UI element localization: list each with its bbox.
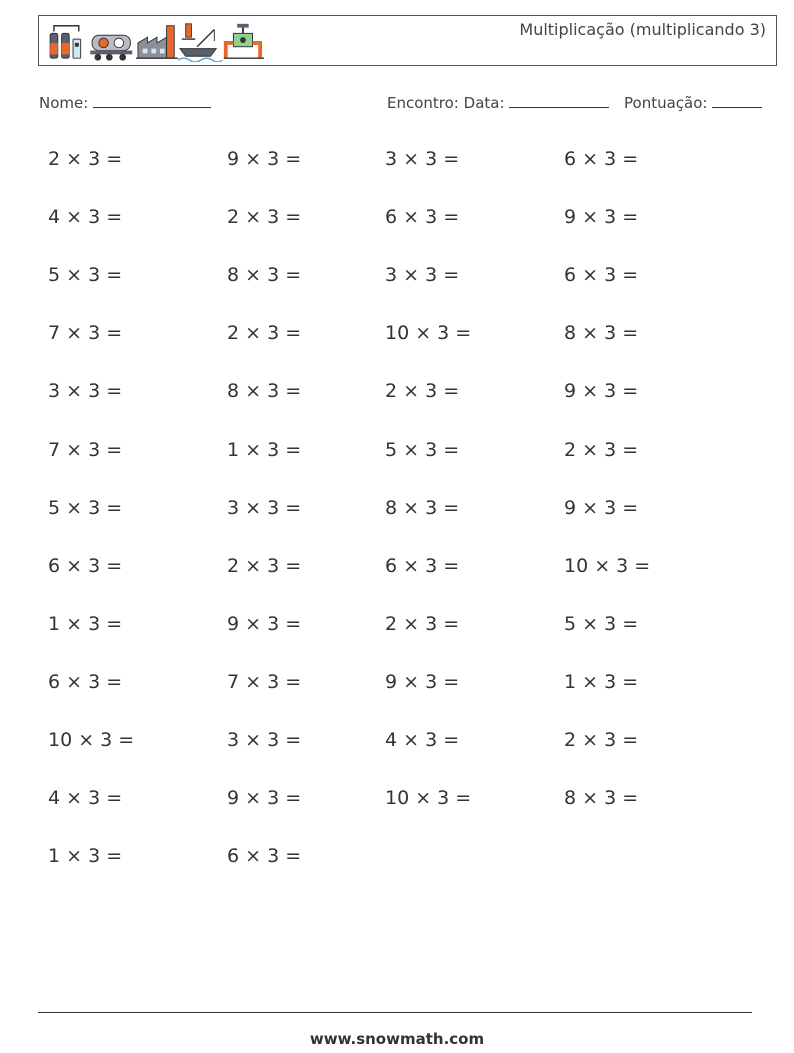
problem-item: 4 × 3 = — [385, 729, 460, 751]
problem-item: 6 × 3 = — [564, 148, 639, 170]
problem-item: 2 × 3 = — [227, 206, 302, 229]
problem-item: 10 × 3 = — [48, 729, 135, 751]
problem-item: 4 × 3 = — [48, 787, 123, 810]
problem-item: 1 × 3 = — [48, 845, 123, 868]
meeting-date-field — [387, 93, 609, 112]
problem-item: 1 × 3 = — [564, 670, 639, 693]
problem-item: 8 × 3 = — [385, 496, 460, 519]
problem-item: 10 × 3 = — [564, 554, 651, 577]
problem-item: 7 × 3 = — [227, 670, 302, 693]
date-label: Data: — [463, 94, 505, 112]
problem-item: 6 × 3 = — [48, 670, 123, 693]
problem-item: 9 × 3 = — [564, 206, 639, 229]
meeting-label: Encontro: — [387, 94, 459, 112]
problem-item: 8 × 3 = — [227, 380, 302, 403]
problem-item: 1 × 3 = — [227, 438, 302, 461]
problem-item: 2 × 3 = — [564, 438, 639, 461]
problem-item: 6 × 3 = — [48, 554, 123, 577]
footer-url: www.snowmath.com — [309, 1030, 485, 1048]
oil-rig-icon — [178, 24, 222, 62]
problem-item: 6 × 3 = — [385, 206, 460, 229]
problem-item: 1 × 3 = — [48, 612, 123, 635]
problem-item: 7 × 3 = — [48, 438, 123, 461]
problem-item: 10 × 3 = — [385, 322, 472, 345]
problem-item: 5 × 3 = — [564, 612, 639, 635]
date-blank[interactable] — [509, 93, 609, 108]
problem-item: 5 × 3 = — [385, 438, 460, 461]
problem-item: 6 × 3 = — [385, 554, 460, 577]
problem-item: 9 × 3 = — [227, 787, 302, 810]
problem-item: 8 × 3 = — [564, 322, 639, 345]
problem-item: 2 × 3 = — [227, 554, 302, 577]
name-blank[interactable] — [93, 93, 211, 108]
problem-item: 9 × 3 = — [227, 612, 302, 635]
pipeline-valve-icon — [224, 24, 264, 58]
problem-item: 3 × 3 = — [385, 264, 460, 287]
problem-item: 9 × 3 = — [385, 670, 460, 693]
problem-item: 9 × 3 = — [227, 148, 302, 170]
problem-item: 9 × 3 = — [564, 380, 639, 403]
problem-item: 2 × 3 = — [385, 612, 460, 635]
problem-item: 4 × 3 = — [48, 206, 123, 229]
footer-divider — [38, 1012, 752, 1013]
score-blank[interactable] — [712, 93, 762, 108]
problem-item: 8 × 3 = — [227, 264, 302, 287]
problem-item: 9 × 3 = — [564, 496, 639, 519]
score-label: Pontuação: — [624, 94, 708, 112]
problem-item: 6 × 3 = — [564, 264, 639, 287]
problem-item: 5 × 3 = — [48, 496, 123, 519]
worksheet-header — [38, 15, 777, 66]
problem-item: 2 × 3 = — [48, 148, 123, 170]
problem-item: 3 × 3 = — [385, 148, 460, 170]
problem-item: 2 × 3 = — [385, 380, 460, 403]
problem-item: 10 × 3 = — [385, 787, 472, 810]
problem-item: 3 × 3 = — [48, 380, 123, 403]
problem-item: 8 × 3 = — [564, 787, 639, 810]
name-field — [39, 93, 211, 112]
problem-item: 3 × 3 = — [227, 729, 302, 751]
header-icons — [43, 20, 273, 62]
problem-item: 6 × 3 = — [227, 845, 302, 868]
gas-cylinders-icon — [50, 26, 81, 58]
name-label: Nome: — [39, 94, 89, 112]
problem-item: 2 × 3 = — [227, 322, 302, 345]
problem-item: 7 × 3 = — [48, 322, 123, 345]
problem-item: 2 × 3 = — [564, 729, 639, 751]
tanker-truck-icon — [90, 35, 132, 60]
worksheet-title: Multiplicação (multiplicando 3) — [519, 20, 766, 39]
score-field — [624, 93, 762, 112]
problem-item: 5 × 3 = — [48, 264, 123, 287]
factory-icon — [136, 26, 178, 58]
problem-item: 3 × 3 = — [227, 496, 302, 519]
